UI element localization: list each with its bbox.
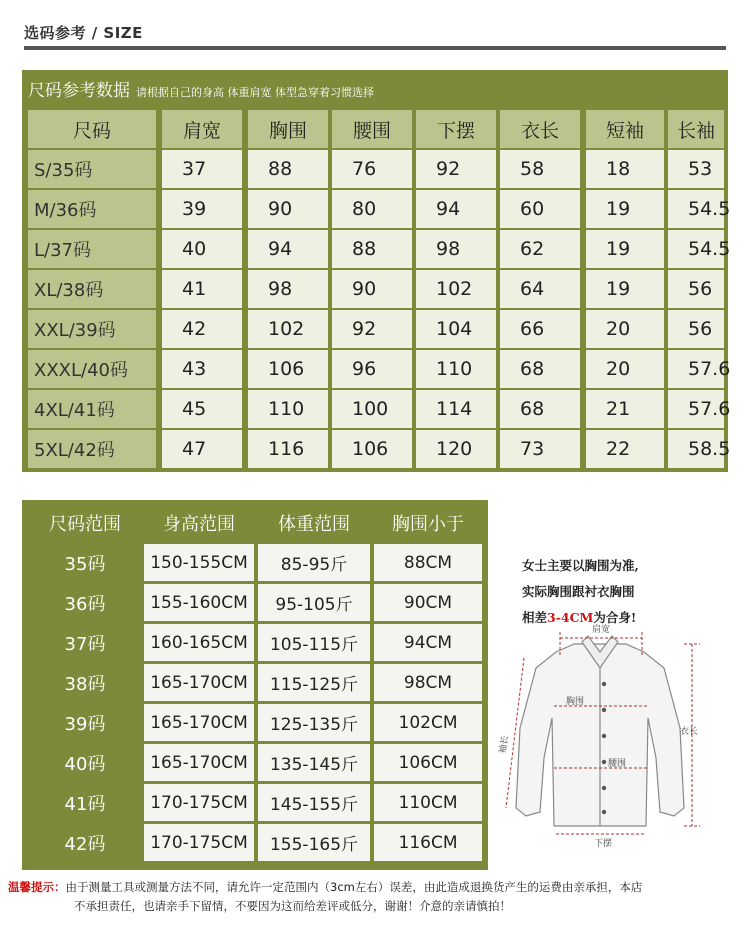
table-cell: 102 [248,310,328,348]
range-cell: 90CM [374,584,482,621]
column-header: 短袖 [586,110,664,148]
size-label-cell: M/36码 [28,190,156,228]
range-cell: 125-135斤 [258,704,370,741]
table-cell: 19 [586,190,664,228]
table-cell: 20 [586,350,664,388]
table-cell: 53 [668,150,724,188]
warm-tip-line-1: 由于测量工具或测量方法不同，请允许一定范围内（3cm左右）误差，由此造成退换货产生的运费由亲承担，本店 [65,880,643,894]
range-size-label: 41码 [64,793,106,815]
table-cell: 106 [332,430,412,468]
table-cell: 40 [162,230,242,268]
table-cell: 98 [416,230,496,268]
column-header: 尺码 [28,110,156,148]
label-shoulder: 肩宽 [592,625,611,635]
note-line-3-highlight: 3-4CM [547,610,594,625]
table-cell: 88 [332,230,412,268]
label-sleeve: 袖长 [498,734,512,755]
size-label-cell: 4XL/41码 [28,390,156,428]
table-cell: 68 [500,390,580,428]
range-size-label: 36码 [64,593,106,615]
table-cell: 56 [668,270,724,308]
label-hem: 下摆 [594,839,613,848]
size-label-cell: XXL/39码 [28,310,156,348]
range-cell: 94CM [374,624,482,661]
table-cell: 39 [162,190,242,228]
range-cell: 135-145斤 [258,744,370,781]
size-range-table [22,500,488,870]
table-cell: 57.6 [668,350,724,388]
range-cell: 165-170CM [144,704,254,741]
range-cell: 88CM [374,544,482,581]
table-cell: 37 [162,150,242,188]
table-cell: 64 [500,270,580,308]
table-cell: 90 [248,190,328,228]
size-label-cell: XL/38码 [28,270,156,308]
range-cell: 102CM [374,704,482,741]
label-chest: 胸围 [566,697,585,707]
table-cell: 21 [586,390,664,428]
table-cell: 102 [416,270,496,308]
table-cell: 110 [248,390,328,428]
column-header: 下摆 [416,110,496,148]
shirt-measurement-illustration [496,500,726,870]
table-cell: 60 [500,190,580,228]
range-size-label: 37码 [64,633,106,655]
table-cell: 62 [500,230,580,268]
range-column-header: 胸围小于 [392,514,464,535]
table-cell: 92 [332,310,412,348]
range-cell: 170-175CM [144,824,254,861]
column-header: 长袖 [668,110,724,148]
table-cell: 43 [162,350,242,388]
table-cell: 20 [586,310,664,348]
table-cell: 96 [332,350,412,388]
range-size-label: 40码 [64,753,106,775]
table-cell: 106 [248,350,328,388]
title-divider [24,46,726,50]
shirt-diagram-icon [496,608,726,848]
range-cell: 85-95斤 [258,544,370,581]
table-cell: 94 [416,190,496,228]
table-cell: 18 [586,150,664,188]
table-cell: 42 [162,310,242,348]
size-table-subtitle: 请根据自己的身高 体重肩宽 体型急穿着习惯选择 [136,86,374,99]
range-column-header: 体重范围 [278,514,350,535]
column-header: 肩宽 [162,110,242,148]
note-line-1: 女士主要以胸围为准, [522,558,639,573]
table-cell: 66 [500,310,580,348]
table-cell: 58 [500,150,580,188]
table-cell: 54.5 [668,190,724,228]
size-label-cell: L/37码 [28,230,156,268]
warm-tip [8,878,748,916]
table-cell: 76 [332,150,412,188]
range-cell: 116CM [374,824,482,861]
size-label-cell: S/35码 [28,150,156,188]
range-cell: 110CM [374,784,482,821]
table-cell: 41 [162,270,242,308]
page-title: 选码参考 / SIZE [24,24,143,42]
table-cell: 110 [416,350,496,388]
table-cell: 90 [332,270,412,308]
range-column-header: 尺码范围 [49,514,121,535]
table-cell: 45 [162,390,242,428]
range-cell: 170-175CM [144,784,254,821]
range-cell: 105-115斤 [258,624,370,661]
column-header: 衣长 [500,110,580,148]
table-cell: 57.6 [668,390,724,428]
table-cell: 92 [416,150,496,188]
note-line-3-post: 为合身! [593,610,637,625]
table-cell: 116 [248,430,328,468]
range-cell: 95-105斤 [258,584,370,621]
table-cell: 22 [586,430,664,468]
table-cell: 56 [668,310,724,348]
column-header: 胸围 [248,110,328,148]
warm-tip-label: 温馨提示： [8,880,66,894]
size-table-title-bar [28,76,374,106]
range-column-header: 身高范围 [163,514,235,535]
range-cell: 155-165斤 [258,824,370,861]
size-reference-table [22,70,731,472]
table-cell: 80 [332,190,412,228]
table-cell: 104 [416,310,496,348]
table-cell: 73 [500,430,580,468]
range-size-label: 42码 [64,833,106,855]
range-cell: 160-165CM [144,624,254,661]
table-cell: 94 [248,230,328,268]
table-cell: 68 [500,350,580,388]
warm-tip-line-2: 不承担责任，也请亲手下留情，不要因为这而给差评或低分，谢谢！介意的亲请慎拍！ [74,899,511,913]
table-cell: 120 [416,430,496,468]
table-cell: 58.5 [668,430,724,468]
note-line-3-pre: 相差 [522,610,548,625]
range-size-label: 38码 [64,673,106,695]
table-cell: 47 [162,430,242,468]
table-cell: 54.5 [668,230,724,268]
table-cell: 100 [332,390,412,428]
range-cell: 145-155斤 [258,784,370,821]
range-size-label: 35码 [64,553,106,575]
range-size-label: 39码 [64,713,106,735]
range-cell: 115-125斤 [258,664,370,701]
range-cell: 165-170CM [144,664,254,701]
range-cell: 106CM [374,744,482,781]
table-cell: 98 [248,270,328,308]
table-cell: 88 [248,150,328,188]
table-cell: 19 [586,270,664,308]
size-table-title: 尺码参考数据 [28,81,130,101]
table-cell: 19 [586,230,664,268]
note-line-2: 实际胸围跟衬衣胸围 [522,584,635,599]
range-cell: 98CM [374,664,482,701]
size-label-cell: 5XL/42码 [28,430,156,468]
range-cell: 165-170CM [144,744,254,781]
range-cell: 155-160CM [144,584,254,621]
table-cell: 114 [416,390,496,428]
size-label-cell: XXXL/40码 [28,350,156,388]
column-header: 腰围 [332,110,412,148]
label-length: 衣长 [680,727,699,737]
label-waist: 腰围 [608,759,627,769]
range-cell: 150-155CM [144,544,254,581]
